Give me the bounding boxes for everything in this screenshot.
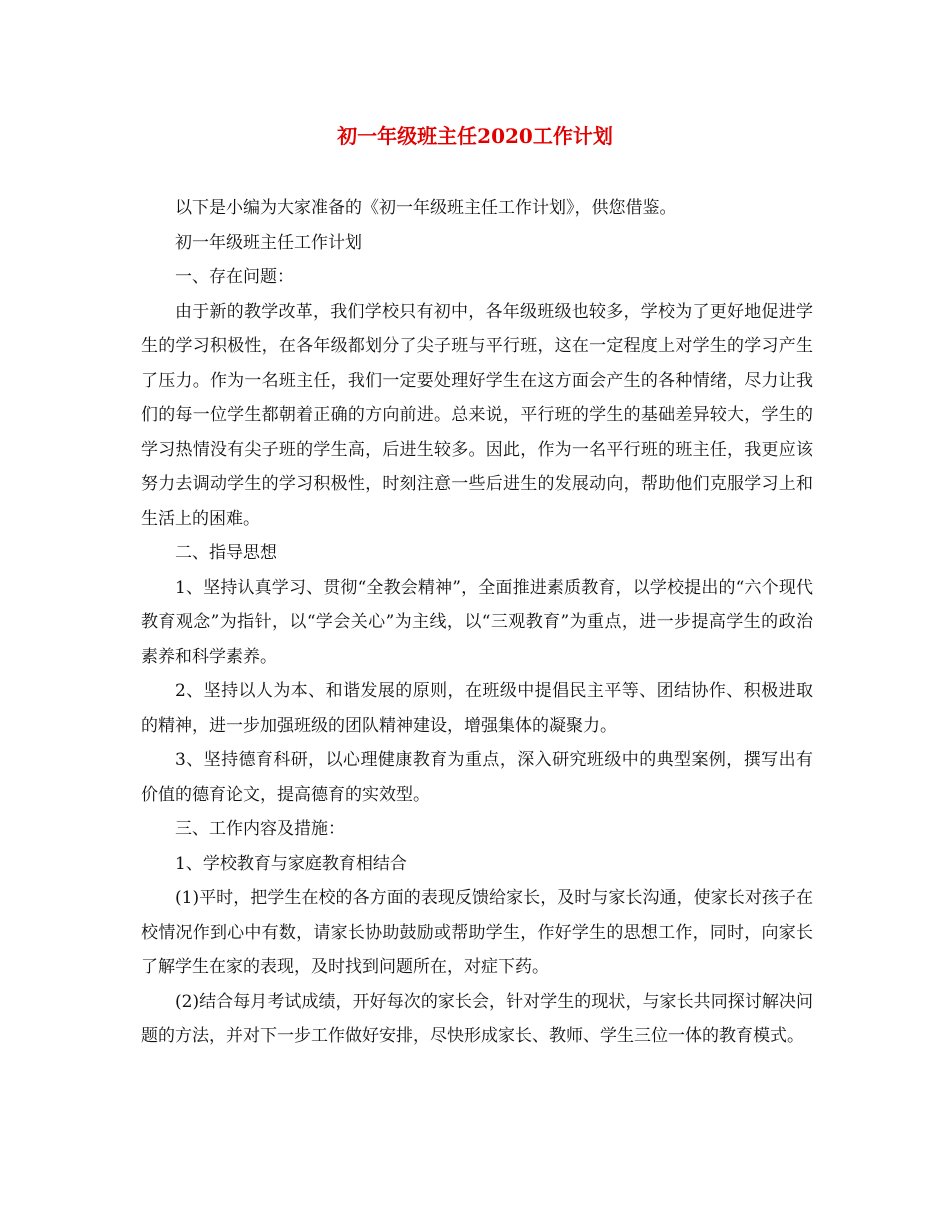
guiding-idea-item-2: 2、坚持以人为本、和谐发展的原则，在班级中提倡民主平等、团结协作、积极进取的精神，进一步加强班级的团队精神建设，增强集体的凝聚力。 xyxy=(141,681,813,736)
work-content-subheading-1: 1、学校教育与家庭教育相结合 xyxy=(175,853,407,874)
guiding-idea-item-1: 1、坚持认真学习、贯彻“全教会精神”，全面推进素质教育，以学校提出的“六个现代教育观念”为指针，以“学会关心”为主线，以“三观教育”为重点，进一步提高学生的政治素养和科学素养。 xyxy=(141,577,813,667)
section-heading-problems: 一、存在问题： xyxy=(175,267,294,287)
work-content-item-2: (2)结合每月考试成绩，开好每次的家长会，针对学生的现状，与家长共同探讨解决问题的方法，并对下一步工作做好安排，尽快形成家长、教师、学生三位一体的教育模式。 xyxy=(141,991,813,1046)
section-heading-guiding-ideas: 二、指导思想 xyxy=(175,543,277,563)
work-content-item-1: (1)平时，把学生在校的各方面的表现反馈给家长，及时与家长沟通，使家长对孩子在校情况作到心中有数，请家长协助鼓励或帮助学生，作好学生的思想工作，同时，向家长了解学生在家的表现，及时找到问题所在，对症下药。 xyxy=(141,888,813,977)
intro-paragraph: 以下是小编为大家准备的《初一年级班主任工作计划》，供您借鉴。 xyxy=(175,198,677,218)
plan-heading: 初一年级班主任工作计划 xyxy=(175,232,362,253)
problems-paragraph: 由于新的教学改革，我们学校只有初中，各年级班级也较多，学校为了更好地促进学生的学习积极性，在各年级都划分了尖子班与平行班，这在一定程度上对学生的学习产生了压力。作为一名班主任，我们一定要处理好学生在这方面会产生的各种情绪，尽力让我们的每一位学生都朝着正确的方向前进。总来说，平行班的学生的基础差异较大，学生的学习热情没有尖子班的学生高，后进生较多。因此，作为一名平行班的班主任，我更应该努力去调动学生的学习积极性，时刻注意一些后进生的发展动向，帮助他们克服学习上和生活上的困难。 xyxy=(141,301,813,529)
guiding-idea-item-3: 3、坚持德育科研，以心理健康教育为重点，深入研究班级中的典型案例，撰写出有价值的德育论文，提高德育的实效型。 xyxy=(141,750,813,805)
section-heading-work-content: 三、工作内容及措施： xyxy=(175,819,345,839)
document-title: 初一年级班主任2020工作计划 xyxy=(337,124,613,148)
document-body xyxy=(141,191,813,1054)
